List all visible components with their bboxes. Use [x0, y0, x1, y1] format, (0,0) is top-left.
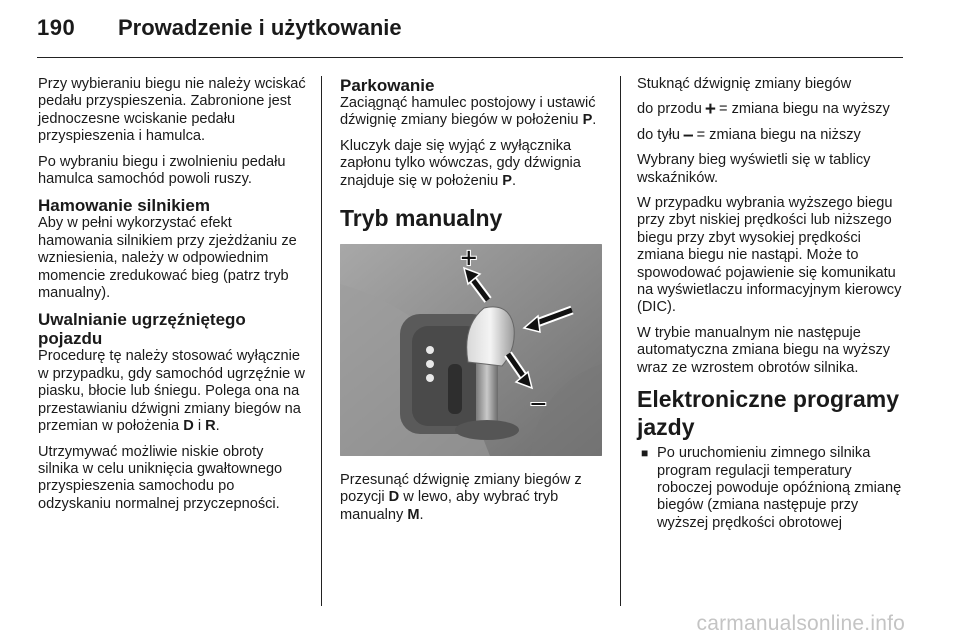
gate-indicator-light: [426, 346, 434, 354]
gear-m-label: M: [407, 506, 420, 523]
section-title: Prowadzenie i użytkowanie: [118, 15, 402, 40]
paragraph-parking: Zaciągnąć hamulec postojowy i ustawić dźwignię zmiany biegów w położeniu P.: [340, 95, 597, 129]
minus-symbol-icon: –: [683, 124, 694, 146]
key-desc-forward: = zmiana biegu na wyższy: [719, 101, 890, 118]
list-item: [637, 445, 903, 532]
middle-column: [340, 76, 608, 532]
key-lead-forward: do przodu: [637, 101, 702, 118]
paragraph-shift-blocked: W przypadku wybrania wyższego biegu przy zbyt niskiej prędkości lub niższego biegu przy zbyt wysokiej prędkości zmiana biegu nie nastąpi. Może to spowodować pojawienie się komunikatu na wyświetlaczu informacyjnym kierowcy (DIC).: [637, 195, 902, 316]
paragraph-low-rpm: Utrzymywać możliwie niskie obroty silnika w celu uniknięcia gwałtownego przyspieszenia samochodu po odzyskaniu normalnej przyczepności.: [38, 443, 283, 512]
page-number: 190: [37, 15, 76, 40]
column-divider-1: [321, 76, 322, 606]
gate-indicator-light: [426, 360, 434, 368]
paragraph-release-brake: Po wybraniu biegu i zwolnieniu pedału hamulca samochód powoli ruszy.: [38, 153, 286, 188]
right-column: [637, 76, 903, 532]
heading-parking: Parkowanie: [340, 76, 435, 95]
gear-lever-stem: [476, 356, 498, 426]
key-lead-back: do tyłu: [637, 126, 680, 143]
figure-minus-label: –: [530, 386, 547, 420]
gear-r-label: R: [205, 418, 216, 435]
bullet-text: Po uruchomieniu zimnego silnika program regulacji temperatury roboczej powoduje opóźnioną zmianę biegów (zmiana następuje przy wyższej prędkości obrotowej: [657, 445, 902, 531]
paragraph-select-manual: Przesunąć dźwignię zmiany biegów z pozycji D w lewo, aby wybrać tryb manualny M.: [340, 472, 582, 523]
heading-unstuck-vehicle: Uwalnianie ugrzęźniętego pojazdu: [38, 310, 246, 349]
gear-lever-figure: [340, 244, 602, 456]
paragraph-tap-lever: Stuknąć dźwignię zmiany biegów: [637, 76, 852, 92]
gear-d-label: D: [183, 418, 194, 435]
key-desc-back: = zmiana biegu na niższy: [696, 126, 861, 143]
figure-plus-label: +: [460, 244, 478, 276]
bullet-square-icon: ■: [641, 446, 649, 461]
column-divider-2: [620, 76, 621, 606]
paragraph-unstuck-procedure: Procedurę tę należy stosować wyłącznie w przypadku, gdy samochód ugrzęźnie w piasku, błocie lub śniegu. Polega ona na przestawianiu dźwigni zmiany biegów na przemian w położenia D i R.: [38, 348, 305, 435]
gear-d-label: D: [388, 489, 400, 506]
left-column: [38, 76, 308, 521]
paragraph-no-auto-upshift: W trybie manualnym nie następuje automatyczna zmiana biegu na wyższy wraz ze wzrostem obrotów silnika.: [637, 324, 891, 376]
heading-manual-mode: Tryb manualny: [340, 205, 503, 232]
paragraph-engine-braking: Aby w pełni wykorzystać efekt hamowania silnikiem przy zjeżdżaniu ze wzniesienia, należy w odpowiednim momencie zredukować bieg (patrz tryb manualny).: [38, 215, 297, 302]
paragraph-accelerator-warning: Przy wybieraniu biegu nie należy wciskać pedału przyspieszenia. Zabronione jest jednoczesne wciskanie pedału przyspieszenia i hamulca.: [38, 76, 306, 145]
gate-indicator-light: [426, 374, 434, 382]
gear-p-label: P: [582, 112, 593, 129]
heading-engine-braking: Hamowanie silnikiem: [38, 196, 210, 216]
watermark: carmanualsonline.info: [696, 612, 905, 635]
key-row-back: [637, 124, 903, 146]
header-rule: [37, 57, 903, 58]
heading-electronic-programs: Elektroniczne programy jazdy: [637, 386, 900, 441]
paragraph-gear-display: Wybrany bieg wyświetli się w tablicy wskaźników.: [637, 152, 871, 186]
key-row-forward: [637, 99, 903, 121]
plus-symbol-icon: +: [704, 99, 717, 121]
gear-p-label: P: [502, 172, 512, 189]
paragraph-key-removal: Kluczyk daje się wyjąć z wyłącznika zapłonu tylko wówczas, gdy dźwignia znajduje się w położeniu P.: [340, 137, 581, 189]
